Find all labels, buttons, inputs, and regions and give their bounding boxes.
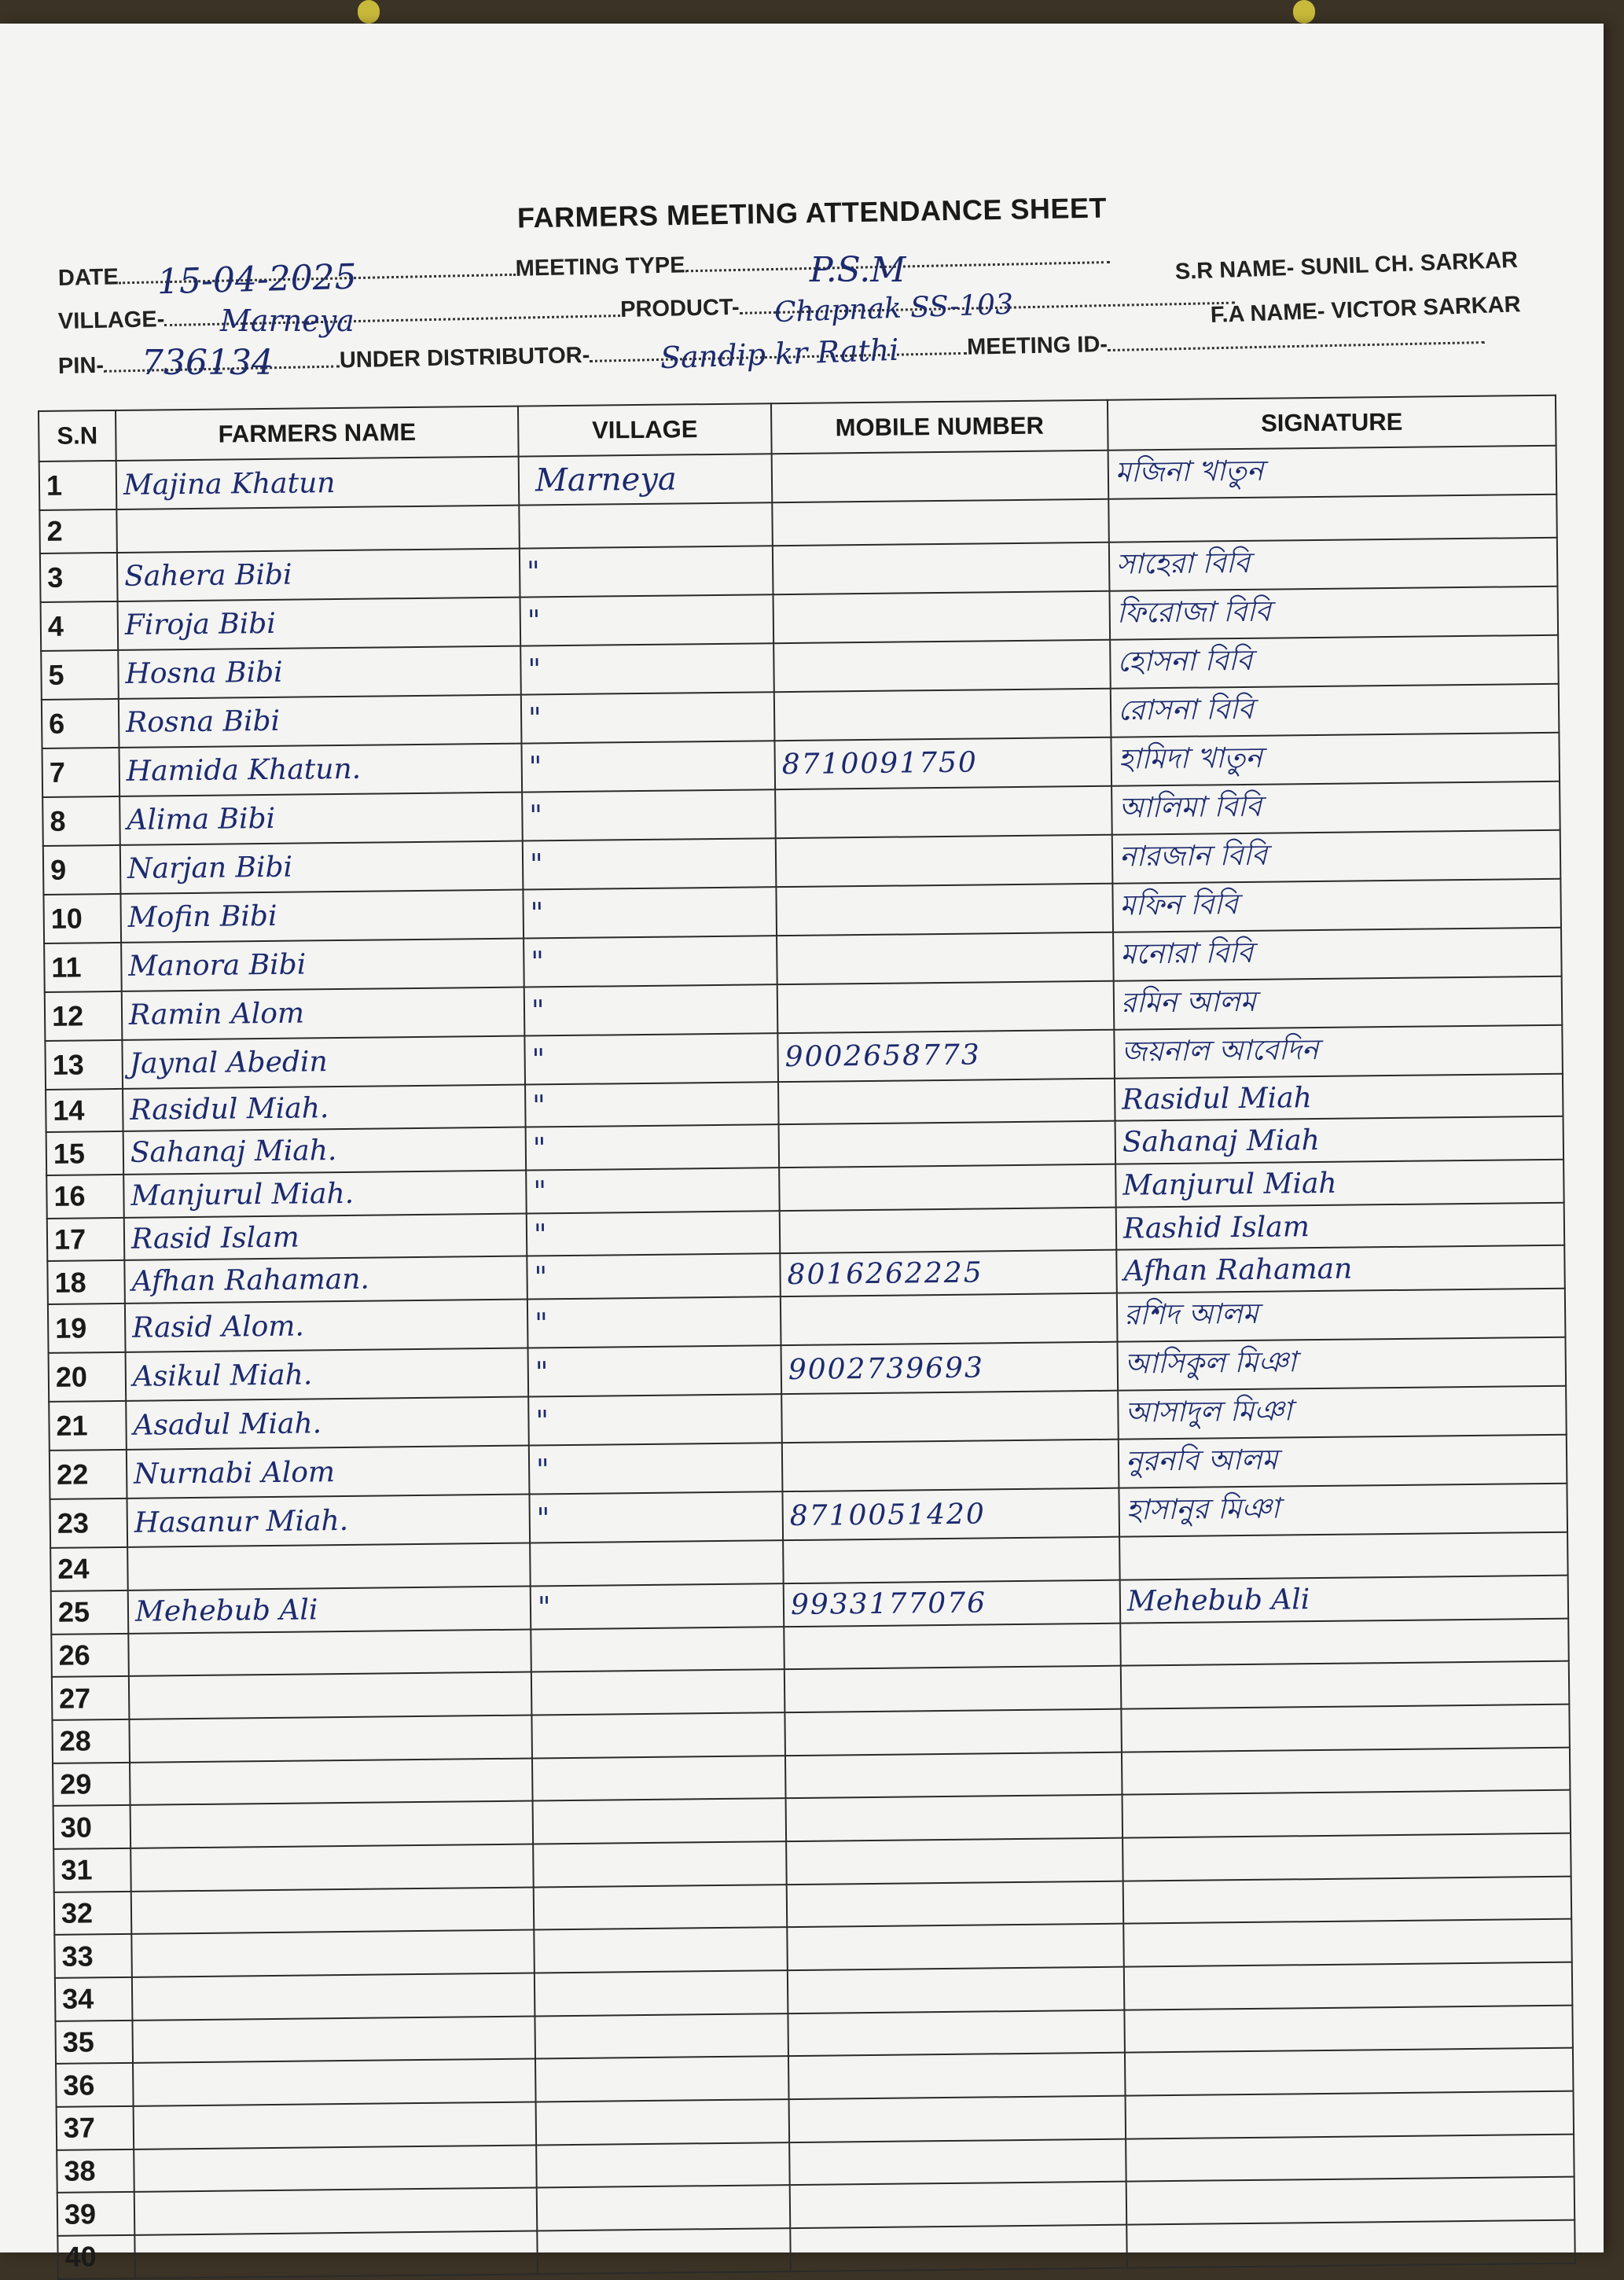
row-signature[interactable]: রশিদ আলম — [1117, 1289, 1566, 1342]
row-mobile-number[interactable]: 9002658773 — [777, 1029, 1115, 1081]
row-village[interactable]: " — [524, 936, 777, 987]
table-body — [39, 446, 1575, 2279]
row-mobile-number[interactable] — [779, 1121, 1116, 1168]
row-sn: 26 — [51, 1633, 129, 1677]
row-farmer-name[interactable]: Rosna Bibi — [119, 694, 522, 747]
row-sn: 7 — [42, 748, 119, 797]
row-mobile-number[interactable] — [776, 883, 1113, 935]
row-signature[interactable]: ফিরোজা বিবি — [1109, 586, 1558, 639]
meeting-id-label: MEETING ID- — [966, 332, 1108, 360]
column-header-farmers-name: FARMERS NAME — [116, 406, 519, 461]
row-village[interactable] — [519, 502, 773, 548]
pin-label: PIN- — [57, 352, 105, 379]
row-signature[interactable]: হামিদা খাতুন — [1111, 732, 1560, 785]
row-mobile-number[interactable] — [781, 1391, 1119, 1443]
row-signature[interactable] — [1122, 1833, 1571, 1881]
row-farmer-name[interactable]: Narjan Bibi — [120, 840, 524, 893]
row-sn: 22 — [50, 1450, 127, 1499]
row-farmer-name[interactable]: Manora Bibi — [121, 938, 524, 991]
row-mobile-number[interactable] — [784, 1666, 1122, 1712]
row-farmer-name[interactable]: Hamida Khatun. — [119, 743, 522, 796]
row-sn: 4 — [41, 601, 119, 651]
date-label: DATE — [57, 264, 119, 291]
row-mobile-number[interactable]: 8016262225 — [780, 1250, 1117, 1296]
row-mobile-number[interactable] — [772, 450, 1109, 502]
row-signature[interactable]: আলিমা বিবি — [1111, 781, 1560, 834]
row-sn: 28 — [52, 1719, 130, 1763]
row-mobile-number[interactable] — [787, 1881, 1124, 1927]
row-signature[interactable] — [1124, 1962, 1573, 2010]
product-value[interactable]: Chapnak SS-103 — [773, 288, 1014, 329]
row-mobile-number[interactable] — [788, 2010, 1125, 2056]
row-farmer-name[interactable]: Asadul Miah. — [126, 1397, 529, 1450]
row-signature[interactable]: মজিনা খাতুন — [1108, 446, 1557, 499]
row-farmer-name[interactable] — [130, 1758, 533, 1805]
row-signature[interactable]: Mehebub Ali — [1120, 1576, 1569, 1624]
row-mobile-number[interactable] — [773, 590, 1111, 642]
row-farmer-name[interactable] — [134, 2231, 538, 2278]
page-title: FARMERS MEETING ATTENDANCE SHEET — [516, 191, 1108, 234]
row-village[interactable] — [535, 1970, 788, 2016]
row-farmer-name[interactable]: Rasidul Miah. — [123, 1084, 526, 1131]
row-farmer-name[interactable] — [130, 1801, 534, 1848]
row-mobile-number[interactable] — [787, 1924, 1124, 1970]
row-mobile-number[interactable] — [786, 1838, 1123, 1885]
row-signature[interactable]: রোসনা বিবি — [1111, 683, 1560, 737]
row-mobile-number[interactable] — [788, 1967, 1125, 2013]
row-farmer-name[interactable] — [132, 2016, 535, 2063]
row-village[interactable]: " — [527, 1211, 781, 1256]
row-village[interactable]: " — [531, 1583, 784, 1629]
row-village[interactable]: " — [520, 594, 774, 645]
row-signature[interactable] — [1126, 2220, 1575, 2268]
row-sn: 11 — [44, 943, 122, 992]
row-mobile-number[interactable] — [778, 1078, 1115, 1124]
row-sn: 30 — [53, 1805, 131, 1849]
row-sn: 27 — [52, 1676, 130, 1720]
column-header-village: VILLAGE — [518, 403, 772, 456]
row-sn: 36 — [56, 2063, 134, 2107]
row-village[interactable] — [530, 1540, 784, 1586]
row-farmer-name[interactable] — [128, 1629, 531, 1676]
row-signature[interactable]: মনোরা বিবি — [1113, 927, 1562, 980]
row-sn: 37 — [57, 2106, 134, 2150]
row-signature[interactable] — [1119, 1532, 1568, 1580]
row-village[interactable]: " — [528, 1345, 782, 1396]
row-signature[interactable] — [1122, 1747, 1571, 1795]
village-value[interactable]: Marneya — [220, 303, 355, 338]
row-signature[interactable] — [1126, 2091, 1574, 2139]
row-farmer-name[interactable] — [134, 2188, 538, 2235]
row-village[interactable]: " — [526, 1125, 780, 1171]
row-village[interactable]: " — [523, 887, 777, 938]
row-sn: 17 — [47, 1218, 125, 1262]
row-farmer-name[interactable]: Sahera Bibi — [117, 548, 520, 601]
row-mobile-number[interactable]: 9002739693 — [781, 1342, 1119, 1394]
row-mobile-number[interactable] — [785, 1752, 1122, 1798]
row-farmer-name[interactable] — [133, 2059, 536, 2106]
row-sn: 10 — [43, 894, 121, 943]
meeting-type-value[interactable]: P.S.M — [810, 250, 906, 290]
row-signature[interactable] — [1126, 2134, 1574, 2182]
row-village[interactable] — [534, 1927, 788, 1973]
row-sn: 23 — [50, 1499, 128, 1548]
row-sn: 16 — [46, 1175, 124, 1219]
row-mobile-number[interactable] — [782, 1440, 1119, 1491]
row-mobile-number[interactable] — [784, 1709, 1122, 1756]
row-sn: 31 — [53, 1848, 131, 1892]
row-sn: 24 — [50, 1547, 128, 1591]
date-value[interactable]: 15-04-2025 — [156, 256, 358, 303]
row-sn: 12 — [45, 991, 123, 1041]
row-mobile-number[interactable] — [789, 2138, 1126, 2185]
row-signature[interactable]: রমিন আলম — [1114, 976, 1563, 1029]
row-sn: 20 — [49, 1352, 127, 1402]
row-village[interactable] — [531, 1712, 785, 1758]
row-village[interactable] — [534, 1885, 788, 1930]
row-sn: 9 — [43, 845, 121, 895]
pin-value[interactable]: 736134 — [141, 343, 274, 383]
row-village[interactable]: " — [521, 692, 775, 743]
row-signature[interactable]: হাসানুর মিঞা — [1119, 1484, 1567, 1537]
row-sn: 25 — [51, 1590, 129, 1635]
row-signature[interactable]: মফিন বিবি — [1112, 878, 1561, 932]
row-sn: 39 — [57, 2192, 135, 2236]
row-mobile-number[interactable] — [783, 1537, 1120, 1583]
row-farmer-name[interactable]: Manjurul Miah. — [123, 1171, 527, 1218]
distributor-label: UNDER DISTRIBUTOR- — [339, 342, 590, 373]
row-mobile-number[interactable] — [780, 1207, 1117, 1253]
row-mobile-number[interactable] — [772, 499, 1109, 546]
row-signature[interactable] — [1108, 495, 1557, 542]
row-mobile-number[interactable] — [777, 980, 1115, 1032]
row-mobile-number[interactable] — [789, 2096, 1126, 2142]
row-sn: 21 — [49, 1401, 127, 1451]
row-sn: 6 — [42, 699, 119, 748]
row-mobile-number[interactable] — [779, 1164, 1116, 1211]
clip-right — [1293, 0, 1315, 24]
row-farmer-name[interactable] — [131, 1930, 535, 1977]
row-mobile-number[interactable] — [777, 932, 1114, 984]
row-farmer-name[interactable] — [116, 506, 520, 553]
row-mobile-number[interactable] — [781, 1293, 1118, 1345]
row-farmer-name[interactable]: Alima Bibi — [119, 792, 523, 844]
row-village[interactable] — [531, 1669, 785, 1715]
row-mobile-number[interactable] — [775, 785, 1112, 837]
row-village[interactable]: " — [524, 1033, 778, 1084]
row-sn: 40 — [57, 2235, 135, 2279]
row-farmer-name[interactable]: Ramin Alom — [122, 987, 525, 1039]
row-mobile-number[interactable] — [788, 2053, 1126, 2099]
row-village[interactable]: " — [527, 1254, 781, 1300]
row-farmer-name[interactable] — [132, 1973, 535, 2020]
row-signature[interactable]: Rasidul Miah — [1115, 1073, 1563, 1121]
row-sn: 38 — [57, 2149, 134, 2194]
row-sn: 2 — [39, 509, 117, 553]
row-village[interactable] — [533, 1841, 787, 1887]
row-signature[interactable] — [1125, 2048, 1574, 2096]
row-farmer-name[interactable]: Asikul Miah. — [126, 1348, 529, 1401]
row-village[interactable]: " — [527, 1296, 781, 1348]
row-farmer-name[interactable]: Rasid Alom. — [125, 1300, 528, 1352]
row-sn: 19 — [48, 1304, 126, 1353]
row-signature[interactable] — [1123, 1919, 1572, 1967]
attendance-table — [38, 395, 1576, 2280]
row-sn: 13 — [45, 1040, 123, 1090]
row-village[interactable]: " — [520, 643, 774, 694]
row-mobile-number[interactable] — [776, 834, 1113, 886]
row-signature[interactable]: আসিকুল মিঞা — [1117, 1337, 1566, 1391]
row-farmer-name[interactable] — [129, 1715, 532, 1762]
row-village[interactable]: " — [529, 1491, 783, 1543]
row-farmer-name[interactable]: Jaynal Abedin — [122, 1035, 525, 1088]
row-mobile-number[interactable] — [773, 542, 1110, 594]
row-village[interactable] — [536, 2142, 790, 2188]
row-farmer-name[interactable]: Sahanaj Miah. — [123, 1127, 527, 1175]
row-signature[interactable] — [1126, 2177, 1575, 2225]
row-village[interactable]: " — [522, 789, 776, 840]
row-sn: 29 — [53, 1762, 130, 1806]
clip-left — [358, 0, 380, 24]
row-signature[interactable]: Afhan Rahaman — [1116, 1245, 1565, 1293]
row-mobile-number[interactable] — [784, 1623, 1121, 1669]
row-sn: 18 — [47, 1260, 125, 1304]
row-mobile-number[interactable]: 8710051420 — [782, 1488, 1119, 1540]
village-label: VILLAGE- — [57, 307, 165, 334]
row-farmer-name[interactable]: Afhan Rahaman. — [124, 1256, 527, 1304]
row-farmer-name[interactable] — [131, 1887, 535, 1934]
row-signature[interactable]: Manjurul Miah — [1115, 1160, 1564, 1208]
row-sn: 15 — [46, 1131, 124, 1175]
row-signature[interactable]: হোসনা বিবি — [1110, 634, 1559, 688]
row-village[interactable]: " — [521, 741, 775, 792]
row-village[interactable]: " — [529, 1443, 783, 1494]
column-header-sn: S.N — [39, 410, 116, 462]
product-label: PRODUCT- — [619, 294, 740, 323]
row-farmer-name[interactable] — [127, 1543, 531, 1590]
row-village[interactable] — [531, 1627, 784, 1672]
row-village[interactable]: " — [520, 546, 773, 597]
row-village[interactable]: " — [524, 984, 778, 1035]
distributor-value[interactable]: Sandip kr Rathi — [660, 332, 900, 376]
row-sn: 14 — [46, 1089, 123, 1133]
row-village[interactable] — [536, 2099, 790, 2145]
row-sn: 8 — [42, 796, 120, 846]
row-village[interactable] — [537, 2228, 791, 2274]
row-signature[interactable]: আসাদুল মিঞা — [1118, 1386, 1567, 1440]
row-village[interactable] — [535, 2013, 788, 2059]
row-sn: 5 — [41, 650, 119, 700]
row-village[interactable] — [533, 1798, 787, 1844]
row-signature[interactable]: জয়নাল আবেদিন — [1114, 1024, 1563, 1078]
row-sn: 32 — [54, 1891, 132, 1935]
row-farmer-name[interactable] — [134, 2102, 537, 2149]
row-signature[interactable]: সাহেরা বিবি — [1109, 537, 1558, 590]
row-signature[interactable]: Sahanaj Miah — [1115, 1116, 1564, 1164]
row-sn: 3 — [40, 553, 118, 602]
row-signature[interactable] — [1122, 1790, 1571, 1838]
row-signature[interactable]: Rashid Islam — [1116, 1202, 1565, 1250]
row-village[interactable] — [535, 2056, 789, 2102]
row-mobile-number[interactable] — [790, 2182, 1127, 2228]
row-signature[interactable] — [1121, 1661, 1570, 1709]
row-farmer-name[interactable]: Firoja Bibi — [118, 597, 521, 649]
row-farmer-name[interactable] — [130, 1844, 534, 1891]
row-mobile-number[interactable] — [790, 2225, 1127, 2271]
row-signature[interactable] — [1123, 1876, 1572, 1924]
row-farmer-name[interactable]: Hasanur Miah. — [127, 1495, 530, 1547]
row-farmer-name[interactable] — [134, 2145, 537, 2192]
row-mobile-number[interactable] — [773, 639, 1111, 691]
row-signature[interactable] — [1120, 1618, 1569, 1666]
meeting-type-label: MEETING TYPE — [515, 252, 685, 281]
row-farmer-name[interactable]: Rasid Islam — [124, 1213, 527, 1260]
row-sn: 34 — [55, 1977, 133, 2021]
row-sn: 33 — [54, 1934, 132, 1978]
row-village[interactable]: " — [525, 1082, 779, 1127]
row-signature[interactable]: নারজান বিবি — [1112, 829, 1561, 883]
column-header-mobile-number: MOBILE NUMBER — [771, 400, 1108, 454]
row-farmer-name[interactable]: Majina Khatun — [116, 457, 520, 509]
row-signature[interactable] — [1124, 2005, 1573, 2053]
row-mobile-number[interactable] — [774, 688, 1111, 740]
row-sn: 1 — [39, 461, 117, 510]
row-farmer-name[interactable] — [129, 1672, 532, 1719]
row-village[interactable]: " — [526, 1168, 780, 1213]
row-village[interactable] — [537, 2186, 791, 2231]
row-farmer-name[interactable]: Nurnabi Alom — [127, 1446, 530, 1499]
row-mobile-number[interactable]: 8710091750 — [774, 737, 1111, 789]
row-village[interactable]: Marneya — [519, 454, 773, 505]
fa-name: F.A NAME- VICTOR SARKAR — [1210, 292, 1522, 328]
row-sn: 35 — [55, 2021, 133, 2065]
row-village[interactable] — [532, 1756, 786, 1801]
row-farmer-name[interactable]: Hosna Bibi — [118, 645, 521, 698]
row-mobile-number[interactable]: 9933177076 — [784, 1579, 1121, 1626]
row-mobile-number[interactable] — [786, 1795, 1123, 1841]
row-village[interactable]: " — [528, 1394, 782, 1445]
row-village[interactable]: " — [523, 838, 777, 889]
column-header-signature: SIGNATURE — [1108, 395, 1556, 450]
row-farmer-name[interactable]: Mofin Bibi — [120, 889, 524, 942]
row-farmer-name[interactable]: Mehebub Ali — [128, 1586, 531, 1633]
row-signature[interactable] — [1121, 1704, 1570, 1752]
sr-name: S.R NAME- SUNIL CH. SARKAR — [1174, 247, 1519, 285]
row-signature[interactable]: নুরনবি আলম — [1119, 1435, 1567, 1488]
